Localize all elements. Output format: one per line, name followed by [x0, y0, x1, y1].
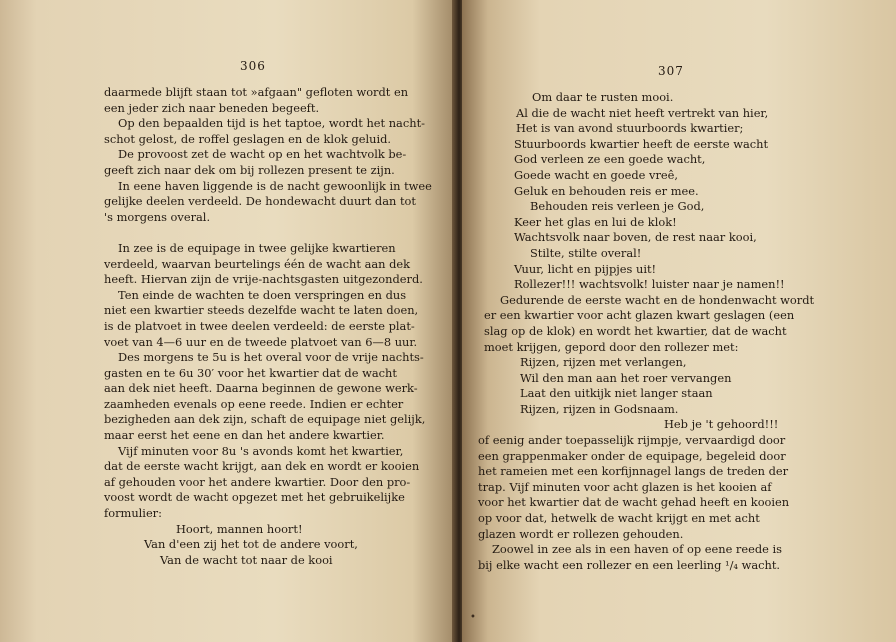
verse-line: Keer het glas en lui de klok! [514, 214, 677, 229]
text-line: op voor dat, hetwelk de wacht krijgt en met acht [478, 511, 760, 526]
page-number-left: 306 [240, 59, 266, 73]
verse-line: Vuur, licht en pijpjes uit! [514, 261, 657, 276]
text-line: een grappenmaker onder de equipage, begeleid door [478, 448, 786, 463]
verse-line: Om daar te rusten mooi. [532, 90, 674, 104]
verse-line: Laat den uitkijk niet langer staan [520, 386, 713, 401]
verse-line: Van d'een zij het tot de andere voort, [144, 537, 358, 552]
page-number-right: 307 [658, 64, 684, 78]
verse-line: Rollezer!!! wachtsvolk! luister naar je namen!! [514, 277, 785, 292]
right-page-text [478, 90, 815, 573]
text-line: moet krijgen, gepord door den rollezer met: [484, 339, 739, 354]
text-line: Ten einde de wachten te doen verspringen en dus [118, 287, 407, 302]
verse-line: Behouden reis verleen je God, [530, 199, 705, 214]
text-line: dat de eerste wacht krijgt, aan dek en wordt er kooien [104, 459, 420, 474]
verse-line: Stilte, stilte overal! [530, 245, 642, 260]
verse-line: Geluk en behouden reis er mee. [514, 183, 699, 198]
verse-line: Rijzen, rijzen in Godsnaam. [520, 401, 679, 416]
text-line: daarmede blijft staan tot »afgaan" gefloten wordt en [104, 85, 409, 99]
verse-line: Het is van avond stuurboords kwartier; [516, 121, 744, 136]
text-line: er een kwartier voor acht glazen kwart geslagen (een [484, 308, 795, 323]
verse-line: God verleen ze een goede wacht, [514, 152, 706, 167]
text-line: schot gelost, de roffel geslagen en de klok geluid. [104, 131, 392, 146]
text-line: 's morgens overal. [104, 209, 211, 224]
text-line: een jeder zich naar beneden begeeft. [104, 100, 320, 115]
text-line: bezigheden aan dek zijn, schaft de equipage niet gelijk, [104, 412, 426, 427]
verse-line: Goede wacht en goede vreê, [514, 167, 679, 182]
text-line: gelijke deelen verdeeld. De hondewacht duurt dan tot [104, 194, 416, 209]
blank-line [104, 225, 394, 241]
text-line: zaamheden evenals op eene reede. Indien er echter [104, 396, 404, 411]
text-line: voost wordt de wacht opgezet met het gebruikelijke [104, 490, 405, 505]
text-line: Op den bepaalden tijd is het taptoe, wordt het nacht- [118, 116, 425, 131]
text-line: In eene haven liggende is de nacht gewoonlijk in twee [118, 178, 432, 193]
verse-line: Rijzen, rijzen met verlangen, [520, 355, 687, 370]
text-line: Zoowel in zee als in een haven of op eene reede is [492, 542, 782, 557]
text-line: Vijf minuten voor 8u 's avonds komt het kwartier, [118, 443, 404, 458]
text-line: maar eerst het eene en dan het andere kwartier. [104, 428, 385, 443]
text-line: of eenig ander toepasselijk rijmpje, vervaardigd door [478, 433, 786, 448]
text-line: niet een kwartier steeds dezelfde wacht te laten doen, [104, 303, 419, 318]
text-line: slag op de klok) en wordt het kwartier, dat de wacht [484, 323, 787, 338]
text-line: voor het kwartier dat de wacht gehad heeft en kooien [478, 495, 790, 510]
text-line: aan dek niet heeft. Daarna beginnen de gewone werk- [104, 381, 418, 396]
text-line: formulier: [104, 506, 162, 521]
text-line: Gedurende de eerste wacht en de hondenwacht wordt [500, 292, 815, 307]
text-line: af gehouden voor het andere kwartier. Door den pro- [104, 474, 411, 489]
verse-line: Al die de wacht niet heeft vertrekt van hier, [516, 105, 769, 120]
text-line: De provoost zet de wacht op en het wachtvolk be- [118, 147, 407, 162]
text-line: glazen wordt er rollezen gehouden. [478, 526, 684, 541]
text-line: Des morgens te 5u is het overal voor de vrije nachts- [118, 350, 424, 365]
verse-line: Heb je 't gehoord!!! [664, 417, 779, 432]
text-line: In zee is de equipage in twee gelijke kwartieren [118, 240, 396, 255]
right-page [462, 0, 896, 642]
verse-line: Hoort, mannen hoort! [176, 521, 303, 536]
verse-line: Van de wacht tot naar de kooi [160, 552, 333, 567]
left-page-text [104, 85, 432, 568]
text-line: verdeeld, waarvan beurtelings één de wacht aan dek [104, 256, 411, 271]
text-line: voet van 4—6 uur en de tweede platvoet van 6—8 uur. [104, 334, 418, 349]
verse-line: Wachtsvolk naar boven, de rest naar kooi, [514, 230, 757, 245]
text-line: bij elke wacht een rollezer en een leerling ¹/₄ wacht. [478, 557, 781, 572]
verse-line: Stuurboords kwartier heeft de eerste wacht [514, 136, 769, 151]
text-line: het rameien met een korfijnnagel langs de treden der [478, 464, 789, 479]
text-line: is de platvoet in twee deelen verdeeld: de eerste plat- [104, 318, 415, 333]
text-line: geeft zich naar dek om bij rollezen present te zijn. [104, 162, 395, 177]
text-line: heeft. Hiervan zijn de vrije-nachtsgasten uitgezonderd. [104, 272, 423, 287]
margin-mark: • [470, 612, 476, 623]
text-line: gasten en te 6u 30′ voor het kwartier dat de wacht [104, 365, 397, 380]
text-line: trap. Vijf minuten voor acht glazen is het kooien af [478, 479, 772, 494]
verse-line: Wil den man aan het roer vervangen [520, 370, 732, 385]
